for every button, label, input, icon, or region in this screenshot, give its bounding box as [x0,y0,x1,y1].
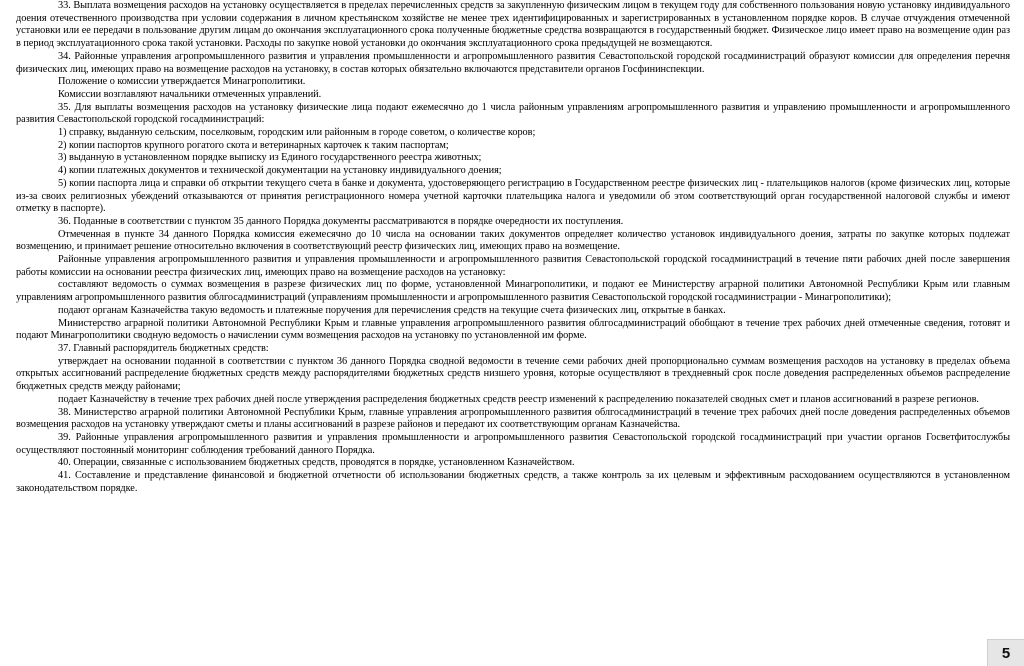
page-number-badge: 5 [987,639,1024,666]
paragraph-36-treasury: подают органам Казначейства такую ведомость и платежные поручения для перечисления средств на текущие счета физических лиц, открытые в банках. [58,304,726,316]
paragraph-37: 37. Главный распорядитель бюджетных средств: [58,342,269,354]
paragraph-36-commission: Отмеченная в пункте 34 данного Порядка комиссия ежемесячно до 10 числа на основании таких документов определяет количество установок индивидуального доения, затраты по закупке которых подлежат возмещению, и принимает решение относительно включения в соответствующий реестр физических лиц, имеющих право на возмещение. [16,228,1010,253]
paragraph-40: 40. Операции, связанные с использованием бюджетных средств, проводятся в порядке, установленном Казначейством. [58,457,575,469]
paragraph-41: 41. Составление и представление финансовой и бюджетной отчетности об использовании бюджетных средств, а также контроль за их целевым и эффективным расходованием осуществляются в установленном законодательством порядке. [16,470,1010,494]
paragraph-commission-regulation: Положение о комиссии утверждается Минагрополитики. [58,76,306,88]
list-item-3: 3) выданную в установленном порядке выписку из Единого государственного реестра животных; [58,152,482,164]
paragraph-39: 39. Районные управления агропромышленного развития и управления промышленности и агропромышленного развития Севастопольской городской госадминистраций при участии органов Госветфитослужбы осуществляют постоянный мониторинг соблюдения требований данного Порядка. [16,431,1010,456]
paragraph-38: 38. Министерство аграрной политики Автономной Республики Крым, главные управления агропромышленного развития облгосадминистраций в течение трех рабочих дней после доведения распределенных объемов возмещения расходов на установку утверждают сметы и планы ассигнований в разрезе районов и передают их соответствующим органам Казначейства. [16,406,1010,431]
paragraph-37-submits: подает Казначейству в течение трех рабочих дней после утверждения распределения бюджетных средств реестр изменений к распределению показателей сводных смет и планов ассигнований в разрезе регионов. [58,393,979,405]
paragraph-33: 33. Выплата возмещения расходов на установку осуществляется в пределах перечисленных средств за закупленную физическим лицом в текущем году для собственного пользования новую установку индивидуального доения отечественного производства при условии содержания в личном крестьянском хозяйстве не менее трех идентифицированных и зарегистрированных в установленном порядке коров. В случае отчуждения отмеченной установки или ее передачи в пользование другим лицам до окончания эксплуатационного срока полученные бюджетные средства возвращаются в государственный бюджет. Физическое лицо имеет право на возмещение один раз в период эксплуатационного срока такой установки. Расходы по закупке новой установки до окончания эксплуатационного срока предыдущей не возмещаются. [16,0,1010,50]
paragraph-36-statement: составляют ведомость о суммах возмещения в разрезе физических лиц по форме, установленной Минагрополитики, и подают ее Министерству аграрной политики Автономной Республики Крым или главным управлениям агропромышленного развития облгосадминистраций (управлениям промышленности и агропромышленного развития Севастопольской городской госадминистрации - Минагрополитики); [16,279,1010,304]
list-item-5: 5) копии паспорта лица и справки об открытии текущего счета в банке и документа, удостоверяющего регистрацию в Государственном реестре физических лиц - плательщиков налогов (кроме физических лиц, которые из-за своих религиозных убеждений отказываются от принятия регистрационного номера учетной карточки плательщика налога и уведомили об этом соответствующий орган государственной налоговой службы и имеют отметку в паспорте). [16,177,1010,215]
paragraph-34: 34. Районные управления агропромышленного развития и управления промышленности и агропромышленного развития Севастопольской городской госадминистраций образуют комиссии для определения перечня физических лиц, имеющих право на возмещение расходов на установку, в состав которых обязательно включаются представители органов Госфининспекции. [16,50,1010,75]
list-item-4: 4) копии платежных документов и технической документации на установку индивидуального доения; [58,165,502,177]
paragraph-36-district-offices: Районные управления агропромышленного развития и управления промышленности и агропромышленного развития Севастопольской городской госадминистраций в течение пяти рабочих дней после завершения работы комиссии на основании реестра физических лиц, имеющих право на возмещение расходов на установку: [16,254,1010,278]
paragraph-36: 36. Поданные в соответствии с пунктом 35 данного Порядка документы рассматриваются в порядке очередности их поступления. [58,215,624,227]
list-item-2: 2) копии паспортов крупного рогатого скота и ветеринарных карточек к таким паспортам; [58,139,449,151]
document-page [16,0,1010,650]
paragraph-35: 35. Для выплаты возмещения расходов на установку физические лица подают ежемесячно до 1 числа районным управлениям агропромышленного развития и управлению промышленности и агропромышленного развития Севастопольской городской госадминистраций: [16,101,1010,126]
paragraph-37-approves: утверждает на основании поданной в соответствии с пунктом 36 данного Порядка сводной ведомости в течение семи рабочих дней пропорционально суммам возмещения расходов на установку в пределах объема открытых ассигнований распределение бюджетных средств между распорядителями бюджетных средств низшего уровня, которые осуществляют в трехдневный срок после доведения распределенных объемов распределение бюджетных средств между районами; [16,355,1010,393]
list-item-1: 1) справку, выданную сельским, поселковым, городским или районным в городе советом, о количестве коров; [58,127,536,139]
paragraph-36-ministry: Министерство аграрной политики Автономной Республики Крым и главные управления агропромышленного развития облгосадминистраций обобщают в течение трех рабочих дней отмеченные сведения, готовят и подают Минагрополитики сводную ведомость о начислении сумм возмещения расходов на установку по установленной им форме. [16,317,1010,342]
paragraph-commission-heads: Комиссии возглавляют начальники отмеченных управлений. [58,88,322,100]
